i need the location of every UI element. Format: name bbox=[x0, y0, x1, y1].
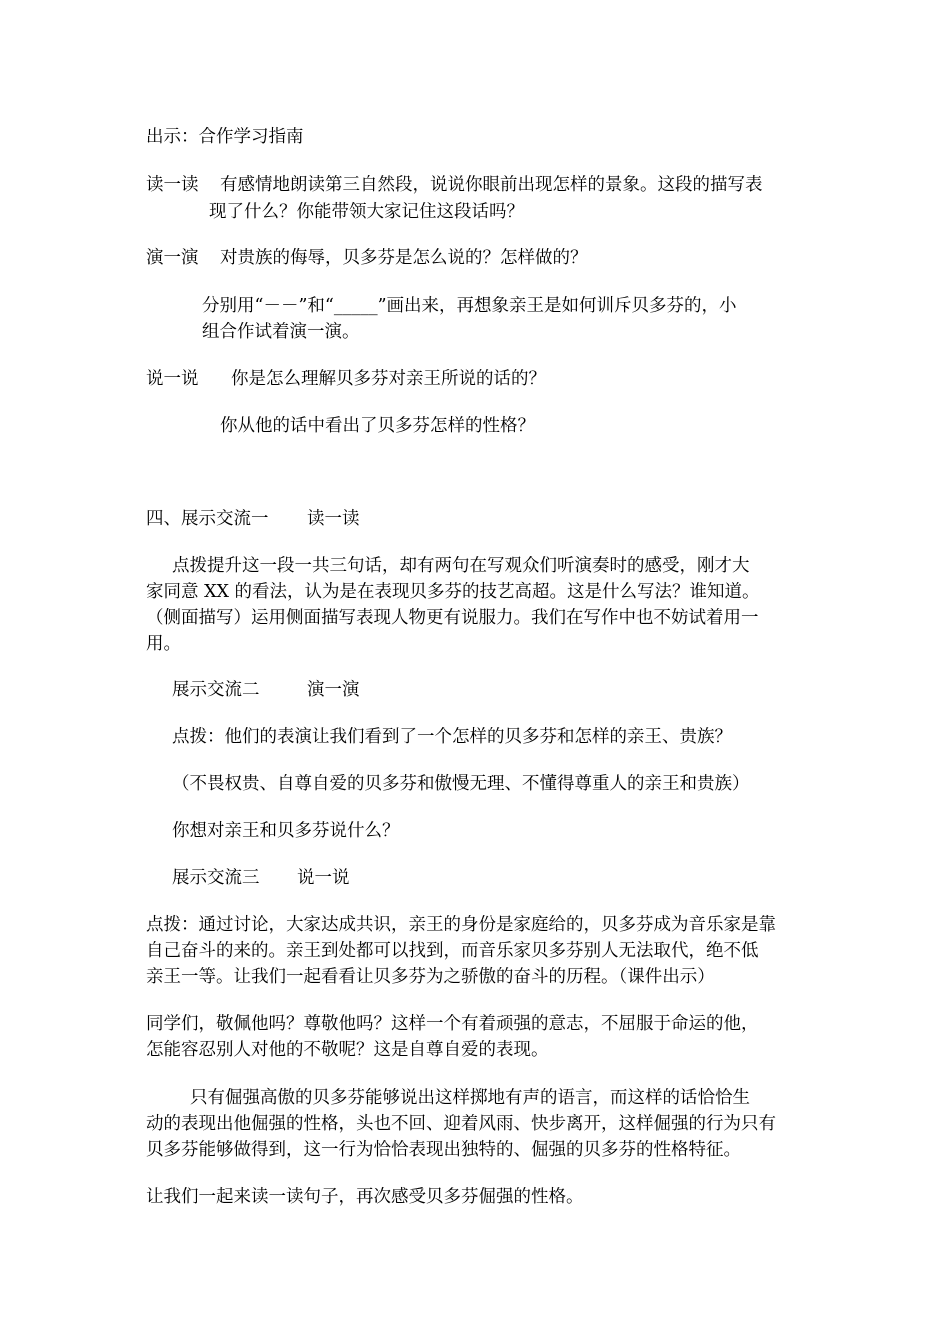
task-act-line-2: 分别用“－－”和“_____”画出来，再想象亲王是如何训斥贝多芬的，小 bbox=[202, 296, 737, 316]
para-1-line-1: 点拨提升这一段一共三句话，却有两句在写观众们听演奏时的感受，刚才大 bbox=[172, 556, 750, 576]
para-4-line-1: 只有倔强高傲的贝多芬能够说出这样掷地有声的语言，而这样的话恰恰生 bbox=[190, 1088, 750, 1108]
para-1-line-4: 用。 bbox=[146, 634, 181, 654]
section-four-heading: 四、展示交流一 bbox=[146, 509, 269, 529]
para-4-line-2: 动的表现出他倔强的性格，头也不回、迎着风雨、快步离开，这样倔强的行为只有 bbox=[146, 1114, 776, 1134]
hint-two-answer: （不畏权贵、自尊自爱的贝多芬和傲慢无理、不懂得尊重人的亲王和贵族） bbox=[172, 774, 750, 794]
para-1-line-3: （侧面描写）运用侧面描写表现人物更有说服力。我们在写作中也不妨试着用一 bbox=[146, 608, 759, 628]
task-read-line-1: 有感情地朗读第三自然段，说说你眼前出现怎样的景象。这段的描写表 bbox=[220, 175, 763, 195]
para-3-line-2: 怎能容忍别人对他的不敬呢？这是自尊自爱的表现。 bbox=[146, 1040, 549, 1060]
section-four-subheading: 读一读 bbox=[307, 509, 360, 529]
task-read-line-2: 现了什么？你能带领大家记住这段话吗？ bbox=[209, 202, 524, 222]
para-2-line-2: 自己奋斗的来的。亲王到处都可以找到，而音乐家贝多芬别人无法取代，绝不低 bbox=[146, 941, 759, 961]
para-1-line-2: 家同意 XX 的看法，认为是在表现贝多芬的技艺高超。这是什么写法？谁知道。 bbox=[146, 582, 760, 602]
para-2-line-3: 亲王一等。让我们一起看看让贝多芬为之骄傲的奋斗的历程。（课件出示） bbox=[146, 967, 715, 987]
exchange-two-heading: 展示交流二 bbox=[172, 680, 260, 700]
guide-heading: 出示：合作学习指南 bbox=[146, 127, 304, 147]
exchange-two-subheading: 演一演 bbox=[307, 680, 360, 700]
task-say-line-2: 你从他的话中看出了贝多芬怎样的性格？ bbox=[220, 416, 535, 436]
closing-line: 让我们一起来读一读句子，再次感受贝多芬倔强的性格。 bbox=[146, 1187, 584, 1207]
exchange-three-subheading: 说一说 bbox=[297, 868, 350, 888]
exchange-three-heading: 展示交流三 bbox=[172, 868, 260, 888]
para-3-line-1: 同学们，敬佩他吗？尊敬他吗？这样一个有着顽强的意志，不屈服于命运的他， bbox=[146, 1014, 759, 1034]
task-read-label: 读一读 bbox=[146, 175, 199, 195]
task-act-line-1: 对贵族的侮辱，贝多芬是怎么说的？怎样做的？ bbox=[220, 248, 588, 268]
task-act-line-3: 组合作试着演一演。 bbox=[202, 322, 360, 342]
task-say-line-1: 你是怎么理解贝多芬对亲王所说的话的？ bbox=[231, 369, 546, 389]
hint-two-question: 你想对亲王和贝多芬说什么？ bbox=[172, 821, 400, 841]
hint-two: 点拨：他们的表演让我们看到了一个怎样的贝多芬和怎样的亲王、贵族？ bbox=[172, 727, 732, 747]
task-act-label: 演一演 bbox=[146, 248, 199, 268]
task-say-label: 说一说 bbox=[146, 369, 199, 389]
para-2-line-1: 点拨：通过讨论，大家达成共识，亲王的身份是家庭给的，贝多芬成为音乐家是靠 bbox=[146, 915, 776, 935]
para-4-line-3: 贝多芬能够做得到，这一行为恰恰表现出独特的、倔强的贝多芬的性格特征。 bbox=[146, 1140, 741, 1160]
